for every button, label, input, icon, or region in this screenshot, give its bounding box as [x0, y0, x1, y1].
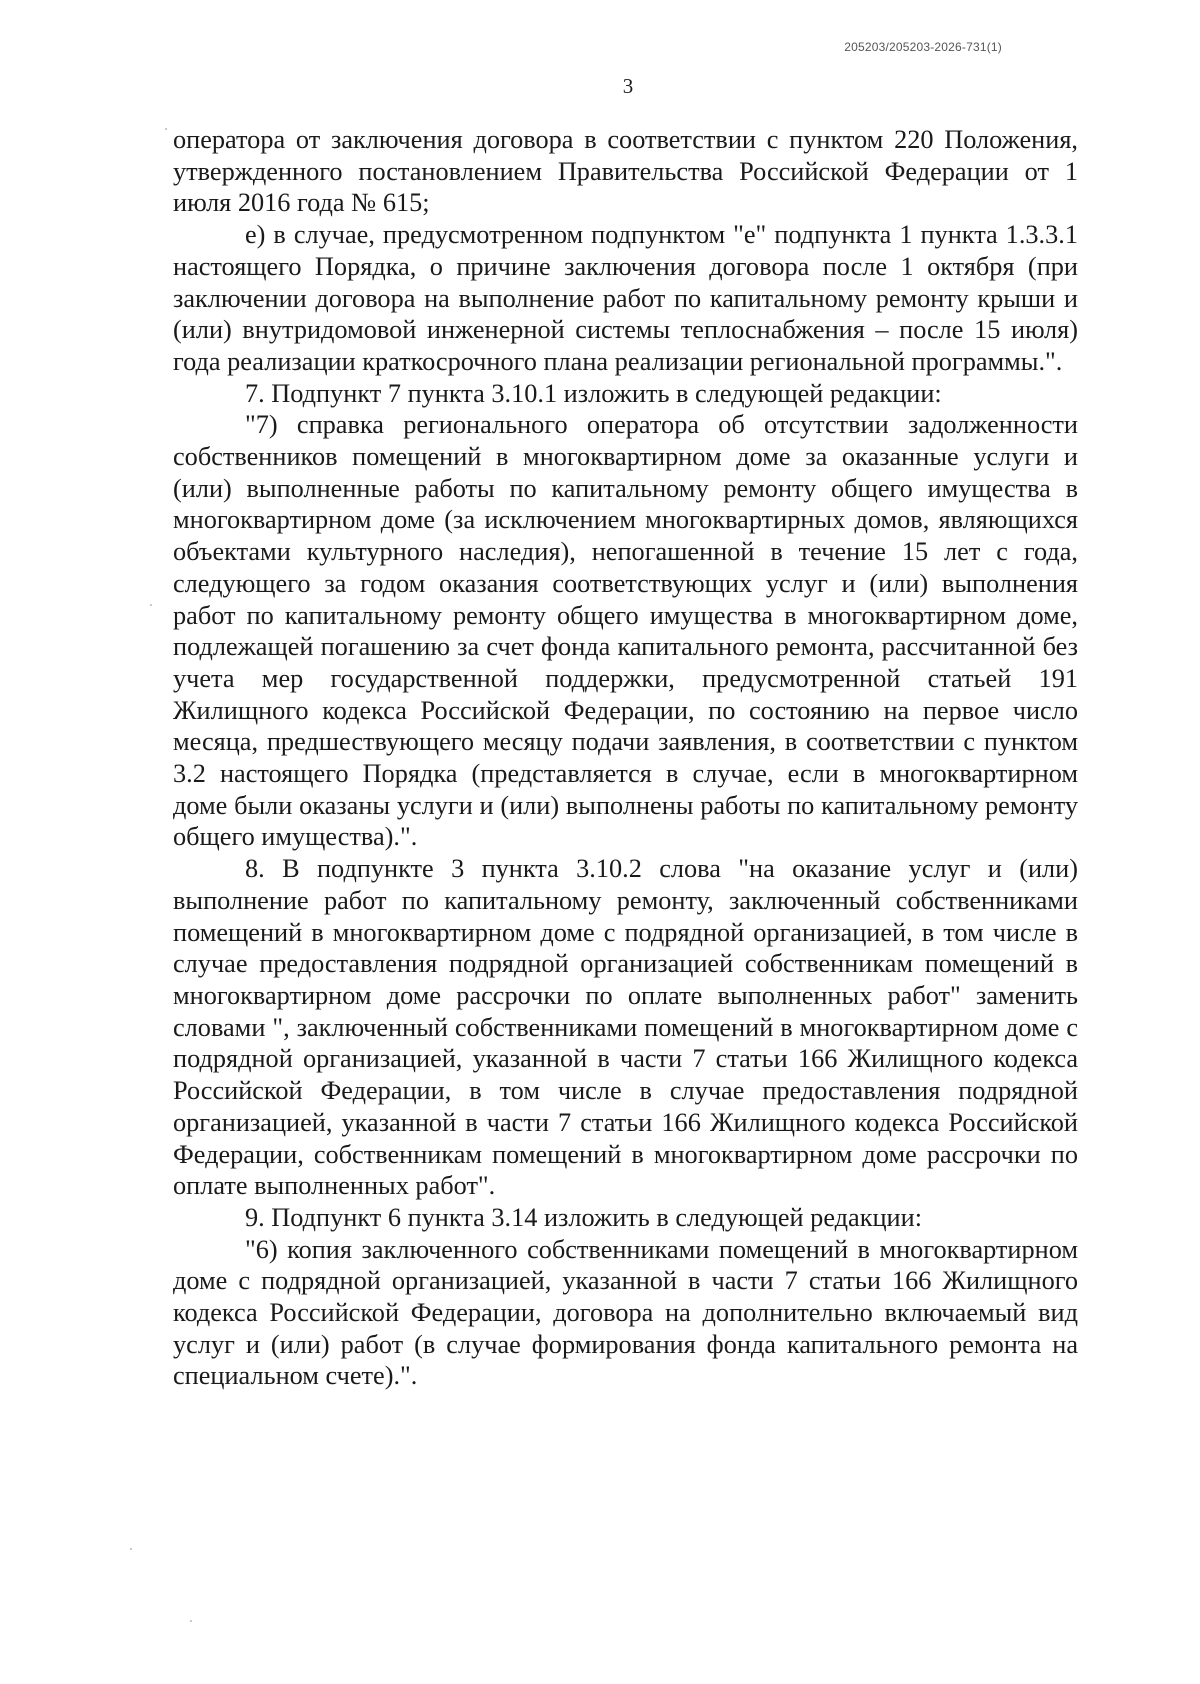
- paragraph-subitem-e: е) в случае, предусмотренном подпунктом "е" подпункта 1 пункта 1.3.3.1 настоящего Порядка, о причине заключения договора после 1 октября (при заключении договора на выполнение работ по капитальному ремонту крыши и (или) внутридомовой инженерной системы теплоснабжения – после 15 июля) года реализации краткосрочного плана реализации региональной программы.".: [173, 220, 1078, 376]
- scan-speck: [190, 1620, 192, 1622]
- document-id: 205203/205203-2026-731(1): [844, 40, 1002, 54]
- paragraph-item-7-text: "7) справка регионального оператора об отсутствии задолженности собственников помещений в многоквартирном доме за оказанные услуги и (или) выполненные работы по капитальному ремонту общего имущества в многоквартирном доме (за исключением многоквартирных домов, являющихся объектами культурного наследия), непогашенной в течение 15 лет с года, следующего за годом оказания соответствующих услуг и (или) выполнения работ по капитальному ремонту общего имущества в многоквартирном доме, подлежащей погашению за счет фонда капитального ремонта, рассчитанной без учета мер государственной поддержки, предусмотренной статьей 191 Жилищного кодекса Российской Федерации, по состоянию на первое число месяца, предшествующего месяцу подачи заявления, в соответствии с пунктом 3.2 настоящего Порядка (представляется в случае, если в многоквартирном доме были оказаны услуги и (или) выполнены работы по капитальному ремонту общего имущества).".: [173, 410, 1078, 852]
- scan-speck: [130, 1548, 132, 1550]
- paragraph-continuation: оператора от заключения договора в соответствии с пунктом 220 Положения, утвержденного постановлением Правительства Российской Федерации от 1 июля 2016 года № 615;: [173, 125, 1078, 218]
- paragraph-item-8: 8. В подпункте 3 пункта 3.10.2 слова "на оказание услуг и (или) выполнение работ по капитальному ремонту, заключенный собственниками помещений в многоквартирном доме с подрядной организацией, в том числе в случае предоставления подрядной организацией собственникам помещений в многоквартирном доме рассрочки по оплате выполненных работ" заменить словами ", заключенный собственниками помещений в многоквартирном доме с подрядной организацией, указанной в части 7 статьи 166 Жилищного кодекса Российской Федерации, в том числе в случае предоставления подрядной организацией, указанной в части 7 статьи 166 Жилищного кодекса Российской Федерации, собственникам помещений в многоквартирном доме рассрочки по оплате выполненных работ".: [173, 854, 1078, 1201]
- paragraph-item-9-text: "6) копия заключенного собственниками помещений в многоквартирном доме с подрядной организацией, указанной в части 7 статьи 166 Жилищного кодекса Российской Федерации, договора на дополнительно включаемый вид услуг и (или) работ (в случае формирования фонда капитального ремонта на специальном счете).".: [173, 1234, 1078, 1391]
- scan-speck: [165, 128, 167, 130]
- document-body: [173, 124, 1078, 1392]
- page-number: 3: [622, 74, 634, 98]
- scan-speck: [150, 604, 152, 606]
- paragraph-item-9: 9. Подпункт 6 пункта 3.14 изложить в следующей редакции:: [245, 1202, 923, 1232]
- paragraph-item-7: 7. Подпункт 7 пункта 3.10.1 изложить в следующей редакции:: [245, 378, 942, 408]
